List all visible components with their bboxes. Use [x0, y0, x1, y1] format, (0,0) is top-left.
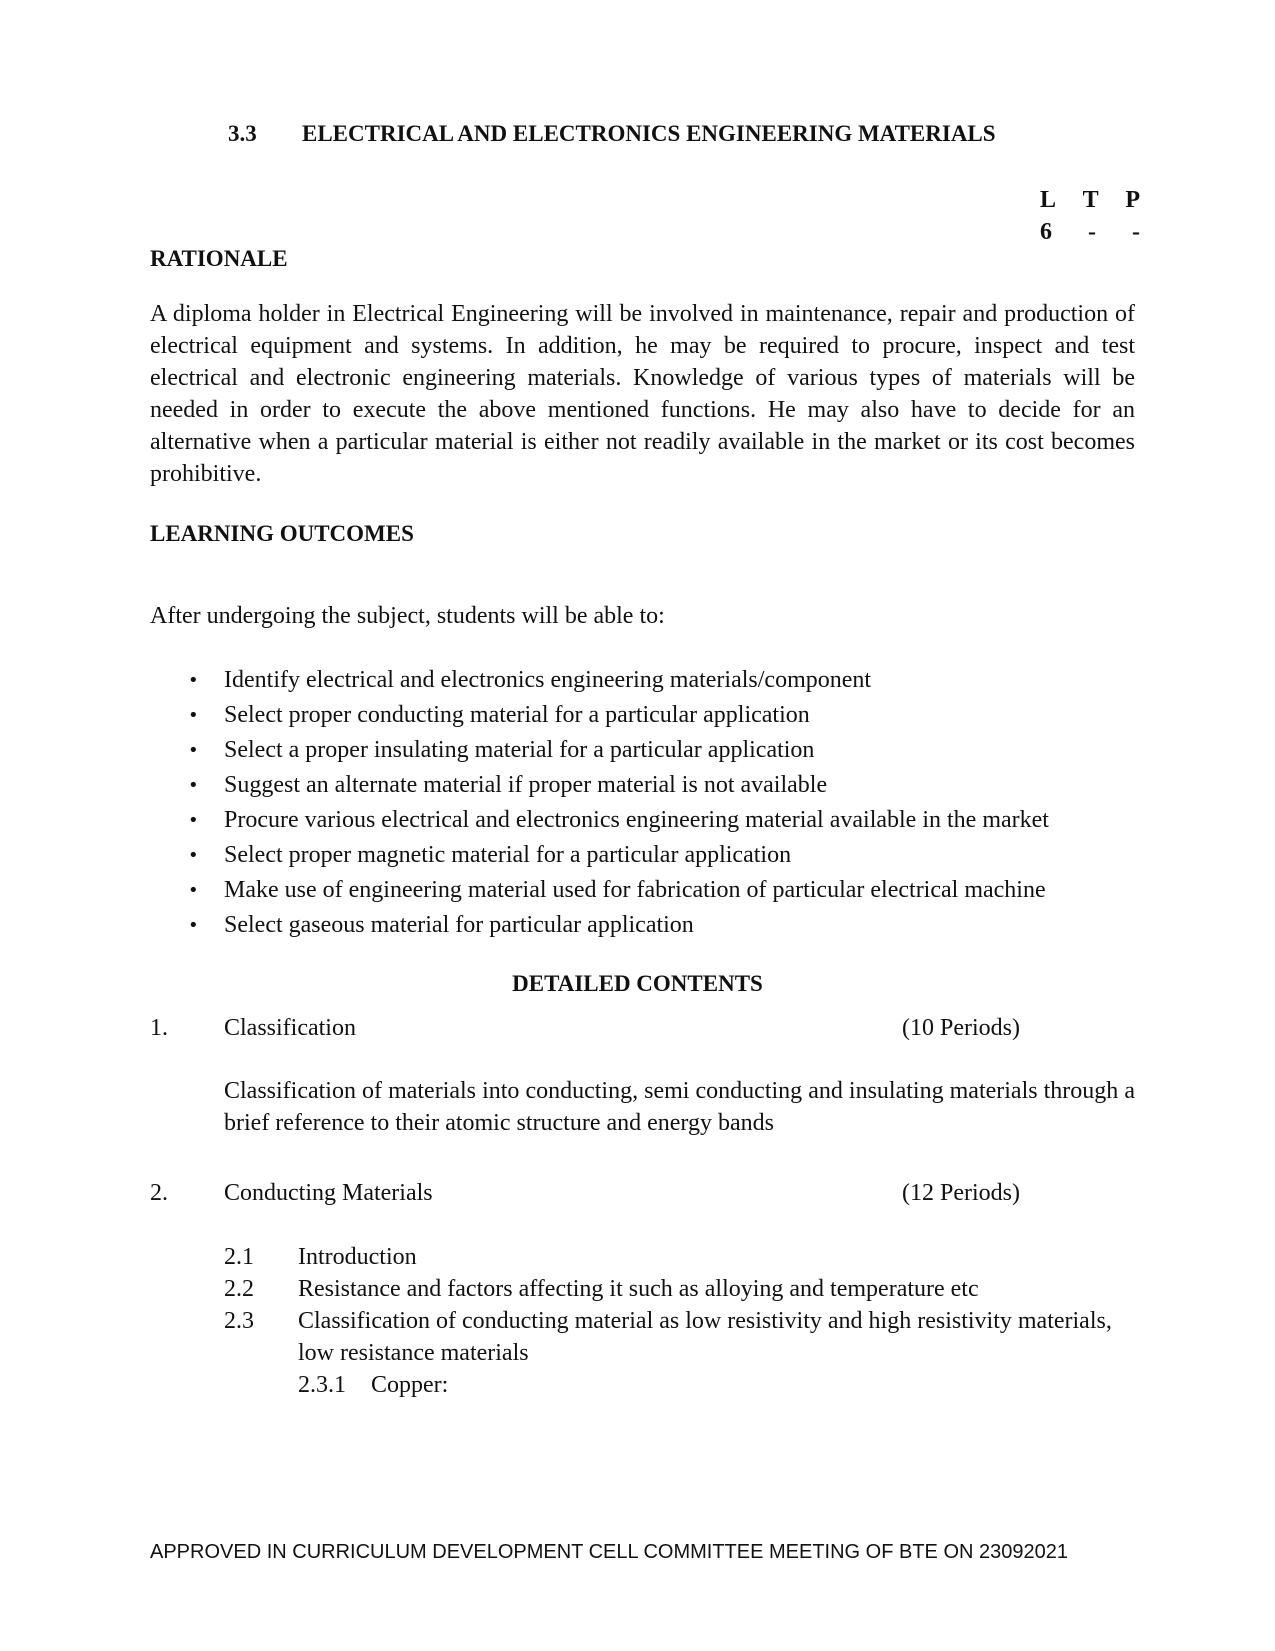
unit-periods: (12 Periods) — [902, 1180, 1020, 1206]
subtopic-number: 2.3 — [224, 1308, 254, 1334]
ltp-header-row — [1040, 184, 1140, 216]
learning-outcomes-intro: After undergoing the subject, students will be able to: — [150, 603, 665, 629]
subject-title — [228, 118, 996, 150]
unit-title: Classification — [224, 1015, 356, 1041]
subtopic-text: Resistance and factors affecting it such as alloying and temperature etc — [298, 1276, 979, 1302]
unit-number: 2. — [150, 1180, 168, 1206]
subtopic-number: 2.2 — [224, 1276, 254, 1302]
subsubtopic-text: Copper: — [371, 1372, 449, 1398]
ltp-header-p: P — [1125, 187, 1140, 213]
rationale-heading: RATIONALE — [150, 246, 288, 271]
unit-number: 1. — [150, 1015, 168, 1041]
list-item: • Select proper magnetic material for a particular application — [150, 838, 1049, 873]
ltp-value-l: 6 — [1040, 219, 1052, 245]
subject-name: ELECTRICAL AND ELECTRONICS ENGINEERING MATERIALS — [302, 121, 996, 146]
subtopic-text: Classification of conducting material as low resistivity and high resistivity materials, low resistance materials — [298, 1308, 1112, 1366]
learning-outcomes-heading: LEARNING OUTCOMES — [150, 521, 414, 546]
rationale-paragraph: A diploma holder in Electrical Engineering will be involved in maintenance, repair and production of electrical equipment and systems. In addition, he may be required to procure, inspect and test electrical and electronic engineering materials. Knowledge of various types of materials will be needed in order to execute the above mentioned functions. He may also have to decide for an alternative when a particular material is either not readily available in the market or its cost becomes prohibitive. — [150, 301, 1135, 487]
list-item: • Select gaseous material for particular application — [150, 908, 1049, 943]
subtopic-number: 2.1 — [224, 1244, 254, 1270]
learning-outcomes-list — [150, 663, 1049, 943]
subsubtopic-number: 2.3.1 — [298, 1372, 346, 1398]
list-item: • Select a proper insulating material for a particular application — [150, 733, 1049, 768]
unit-1-description: Classification of materials into conducting, semi conducting and insulating materials through a brief reference to their atomic structure and energy bands — [224, 1078, 1135, 1136]
subtopic-text: Introduction — [298, 1244, 417, 1270]
subsubtopic-2-3-1 — [298, 1369, 448, 1401]
ltp-header-t: T — [1082, 187, 1099, 213]
ltp-table — [1040, 184, 1140, 248]
ltp-value-t: - — [1088, 219, 1096, 245]
approval-footer: APPROVED IN CURRICULUM DEVELOPMENT CELL COMMITTEE MEETING OF BTE ON 23092021 — [150, 1541, 1068, 1563]
subject-number: 3.3 — [228, 121, 257, 146]
unit-title: Conducting Materials — [224, 1180, 433, 1206]
ltp-value-row — [1040, 216, 1140, 248]
detailed-contents-heading: DETAILED CONTENTS — [512, 971, 763, 996]
list-item: • Suggest an alternate material if proper material is not available — [150, 768, 1049, 803]
list-item: • Make use of engineering material used for fabrication of particular electrical machine — [150, 873, 1049, 908]
ltp-header-l: L — [1040, 187, 1057, 213]
list-item: • Identify electrical and electronics engineering materials/component — [150, 663, 1049, 698]
list-item: • Procure various electrical and electronics engineering material available in the market — [150, 803, 1049, 838]
ltp-value-p: - — [1132, 219, 1140, 245]
unit-periods: (10 Periods) — [902, 1015, 1020, 1041]
list-item: • Select proper conducting material for a particular application — [150, 698, 1049, 733]
